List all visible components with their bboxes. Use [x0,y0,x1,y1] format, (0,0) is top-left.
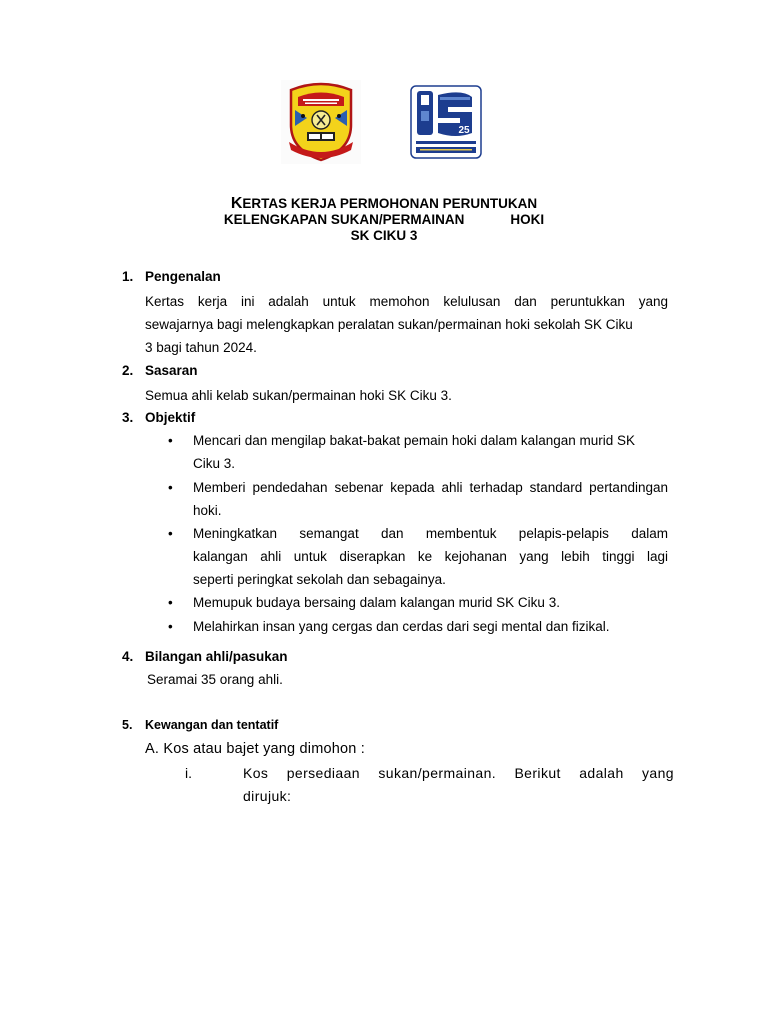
section-4-text: Seramai 35 orang ahli. [147,672,283,687]
bullet-icon: • [168,526,173,541]
paragraph-line: Kertas kerja ini adalah untuk memohon kelulusan dan peruntukkan yang [145,294,668,309]
title-initial-cap: K [230,195,243,212]
objective-line: seperti peringkat sekolah dan sebagainya. [193,572,446,587]
section-number: 4. [122,649,134,664]
document-title-line-1 [0,196,768,212]
bullet-icon: • [168,433,173,448]
subsection-a: A. Kos atau bajet yang dimohon : [145,741,366,757]
school-crest-icon [281,80,361,164]
section-title: Bilangan ahli/pasukan [145,649,288,664]
subsection-line: Kos persediaan sukan/permainan. Berikut adalah yang [243,765,674,781]
objective-line: Memupuk budaya bersaing dalam kalangan murid SK Ciku 3. [193,595,560,610]
document-title-line-2 [0,212,768,228]
document-title-line-3: SK CIKU 3 [350,228,418,243]
section-2-text: Semua ahli kelab sukan/permainan hoki SK Ciku 3. [145,388,452,403]
bullet-icon: • [168,480,173,495]
section-heading-pengenalan [122,269,221,284]
25-anniversary-logo-icon [410,85,482,159]
bullet-icon: • [168,595,173,610]
objective-line: kalangan ahli untuk diserapkan ke kejohanan yang lebih tinggi lagi [193,549,668,564]
title-line-1-text: ERTAS KERJA PERMOHONAN PERUNTUKAN [242,196,538,211]
subsection-line: dirujuk: [243,788,292,804]
title-sport-name: HOKI [510,212,545,227]
section-heading-objektif [122,410,195,425]
section-title: Pengenalan [145,269,221,284]
objective-line: Ciku 3. [193,456,236,471]
paragraph-line: 3 bagi tahun 2024. [145,340,257,355]
bullet-icon: • [168,619,173,634]
section-title: Sasaran [145,363,198,378]
subsection-i-number: i. [185,765,192,781]
objective-line: Melahirkan insan yang cergas dan cerdas dari segi mental dan fizikal. [193,619,610,634]
section-heading-sasaran [122,363,198,378]
title-line-2-text: KELENGKAPAN SUKAN/PERMAINAN [223,212,465,227]
section-title: Objektif [145,410,196,425]
paragraph-line: sewajarnya bagi melengkapkan peralatan sukan/permainan hoki sekolah SK Ciku [145,317,633,332]
section-number: 1. [122,269,134,284]
anniversary-number: 25 [458,125,470,136]
objective-line: Memberi pendedahan sebenar kepada ahli terhadap standard pertandingan [193,480,668,495]
section-heading-kewangan [122,718,278,732]
objective-line: Meningkatkan semangat dan membentuk pelapis-pelapis dalam [193,526,668,541]
section-number: 3. [122,410,134,425]
section-number: 5. [122,718,133,732]
section-title: Kewangan dan tentatif [145,718,279,732]
objective-line: Mencari dan mengilap bakat-bakat pemain hoki dalam kalangan murid SK [193,433,635,448]
objective-line: hoki. [193,503,222,518]
section-heading-bilangan [122,649,288,664]
section-number: 2. [122,363,134,378]
